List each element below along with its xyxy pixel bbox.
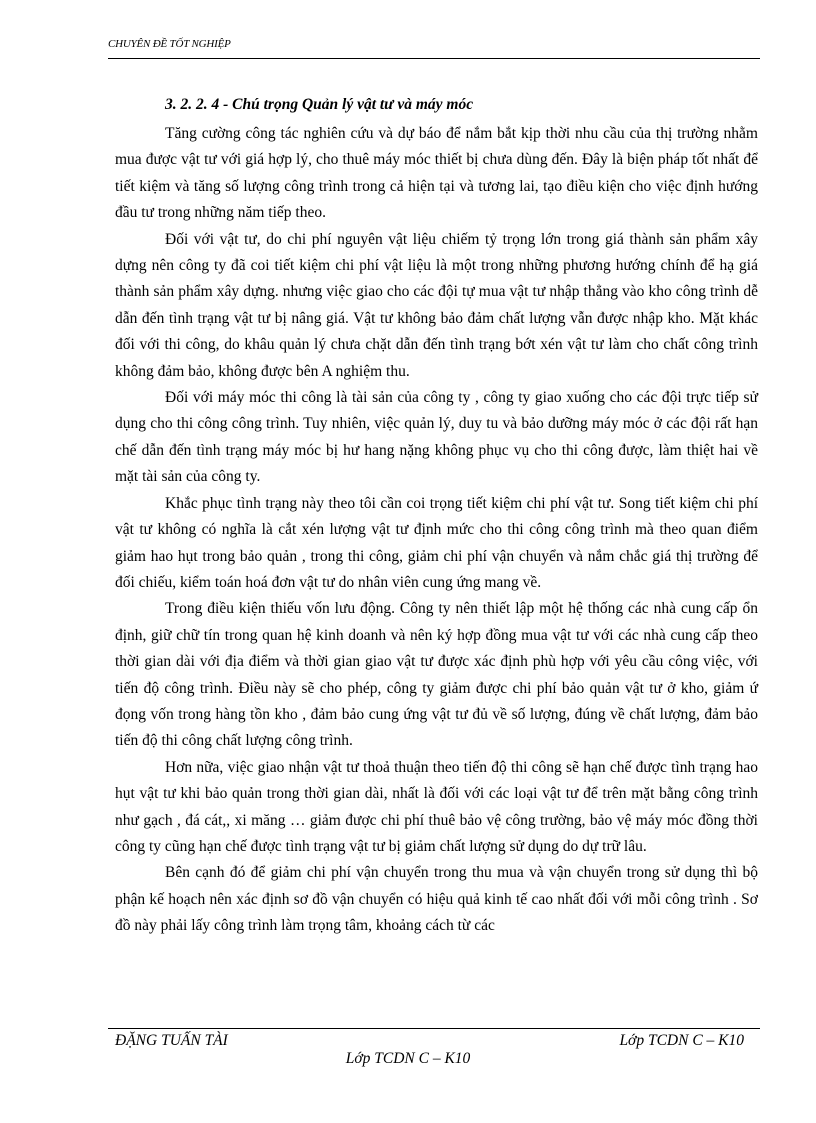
paragraph-7: Bên cạnh đó để giảm chi phí vận chuyển trong thu mua và vận chuyển trong sử dụng thì bộ phận kế hoạch nên xác định sơ đồ vận chuyển có hiệu quả kinh tế cao nhất đối với mỗi công trình . Sơ đồ này phải lấy công trình làm trọng tâm, khoảng cách từ các <box>115 864 758 935</box>
document-body <box>115 92 758 940</box>
paragraph-3: Đối với máy móc thi công là tài sản của công ty , công ty giao xuống cho các đội trực tiếp sử dụng cho thi công công trình. Tuy nhiên, việc quản lý, duy tu và bảo dưỡng máy móc ở các đội rất hạn chế dẫn đến tình trạng máy móc bị hư hang nặng không phục vụ cho thi công được, làm thiệt hai về mặt tài sản của công ty. <box>115 389 758 486</box>
paragraph-6: Hơn nữa, việc giao nhận vật tư thoả thuận theo tiến độ thi công sẽ hạn chế được tình trạng hao hụt vật tư khi bảo quản trong thời gian dài, nhất là đối với các loại vật tư để trên mặt bằng công trình như gạch , đá cát,, xi măng … giảm được chi phí thuê bảo vệ công trường, bảo vệ máy móc đồng thời công ty cũng hạn chế được tình trạng vật tư bị giảm chất lượng sử dụng do dự trữ lâu. <box>115 758 758 855</box>
header-divider <box>108 58 760 59</box>
paragraph-1: Tăng cường công tác nghiên cứu và dự báo để nắm bắt kịp thời nhu cầu của thị trường nhằm mua được vật tư với giá hợp lý, cho thuê máy móc thiết bị chưa dùng đến. Đây là biện pháp tốt nhất để tiết kiệm và tăng số lượng công trình trong cả hiện tại và tương lai, tạo điều kiện cho việc định hướng đầu tư trong những năm tiếp theo. <box>115 125 758 222</box>
footer-author: ĐẶNG TUẤN TÀI <box>115 1032 228 1049</box>
running-header: CHUYÊN ĐỀ TỐT NGHIỆP <box>108 38 231 50</box>
paragraph-4: Khắc phục tình trạng này theo tôi cần coi trọng tiết kiệm chi phí vật tư. Song tiết kiệm chi phí vật tư không có nghĩa là cắt xén lượng vật tư định mức cho thi công công trình mà theo quan điểm giảm hao hụt trong bảo quản , trong thi công, giảm chi phí vận chuyển và nắm chắc giá thị trường để đối chiếu, kiểm toán hoá đơn vật tư do nhân viên cung ứng mang về. <box>115 494 758 591</box>
footer-divider <box>108 1028 760 1029</box>
paragraph-5: Trong điều kiện thiếu vốn lưu động. Công ty nên thiết lập một hệ thống các nhà cung cấp ổn định, giữ chữ tín trong quan hệ kinh doanh và nên ký hợp đồng mua vật tư với các nhà cung cấp theo thời gian dài với địa điểm và thời gian giao vật tư được xác định phù hợp với yêu cầu công việc, với tiến độ công trình. Điều này sẽ cho phép, công ty giảm được chi phí bảo quản vật tư ở kho, giảm ứ đọng vốn trong hàng tồn kho , đảm bảo cung ứng vật tư đủ về số lượng, đúng về chất lượng, đảm bảo tiến độ thi công chất lượng công trình. <box>115 600 758 750</box>
footer-class-center: Lớp TCDN C – K10 <box>345 1050 471 1067</box>
section-heading: 3. 2. 2. 4 - Chú trọng Quản lý vật tư và máy móc <box>165 96 474 113</box>
footer-class-right: Lớp TCDN C – K10 <box>619 1032 744 1049</box>
paragraph-2: Đối với vật tư, do chi phí nguyên vật liệu chiếm tỷ trọng lớn trong giá thành sản phẩm xây dựng nên công ty đã coi tiết kiệm chi phí vật liệu là một trong những phương hướng chính để hạ giá thành sản phẩm xây dựng. nhưng việc giao cho các đội tự mua vật tư nhập thẳng vào kho công trình dễ dẫn đến tình trạng vật tư bị nâng giá. Vật tư không bảo đảm chất lượng vẫn được nhập kho. Mặt khác đối với thi công, do khâu quản lý chưa chặt dẫn đến tình trạng bớt xén vật tư làm cho chất công trình không đảm bảo, không được bên A nghiệm thu. <box>115 230 758 380</box>
